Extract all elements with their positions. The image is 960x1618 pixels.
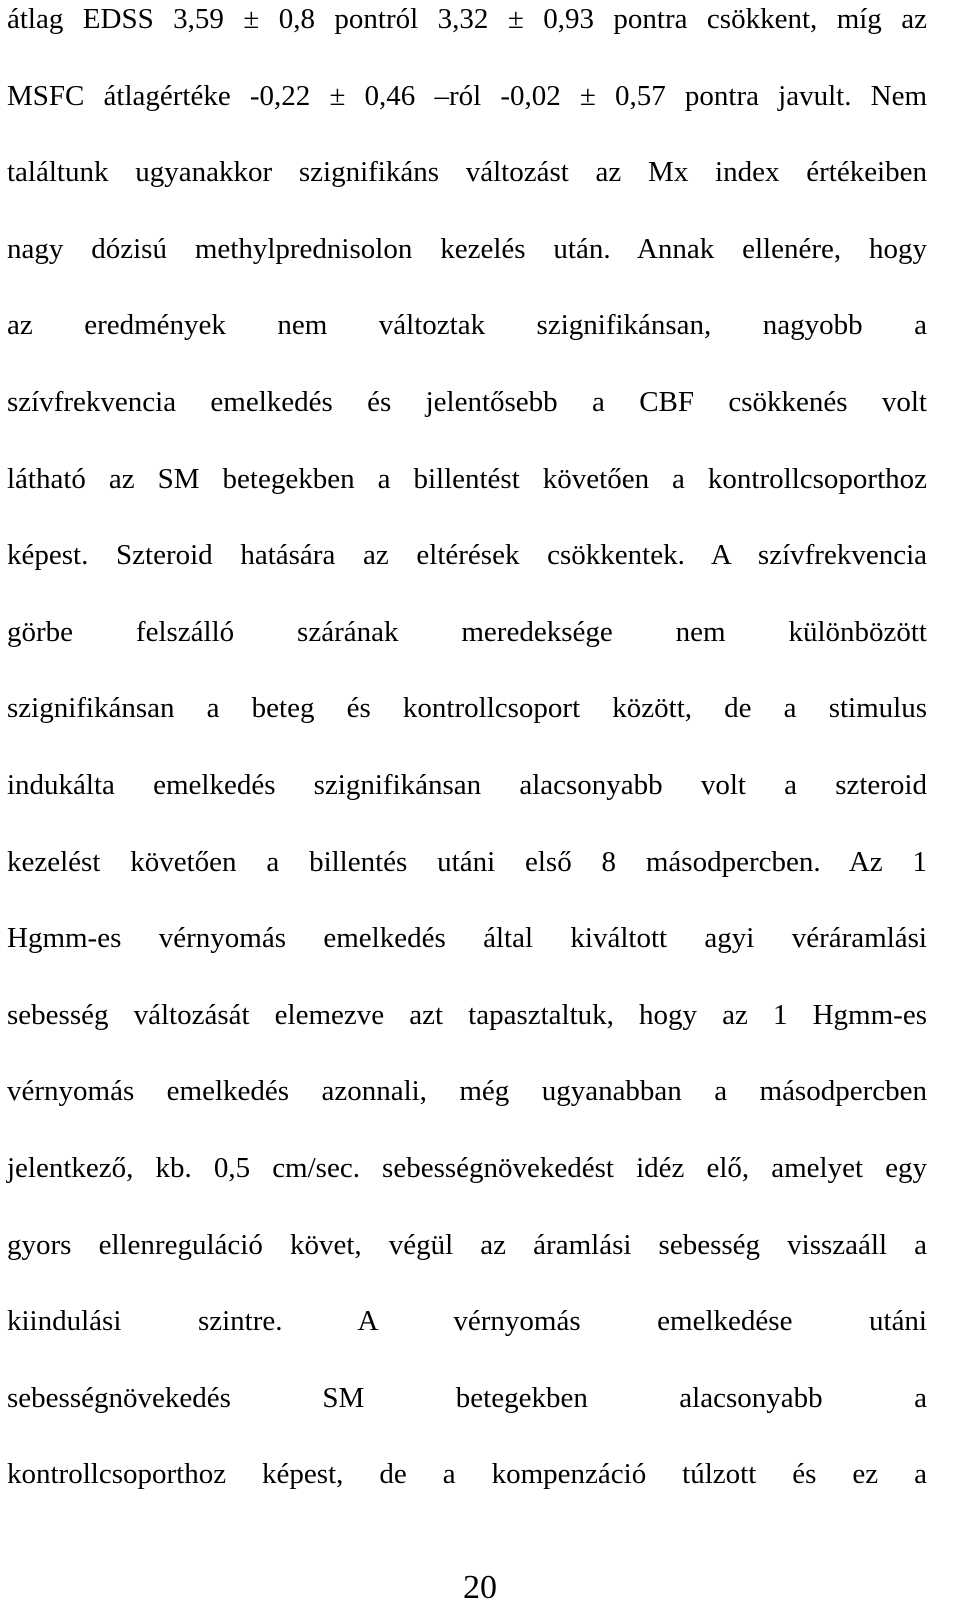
text-line: sebesség változását elemezve azt tapasztaltuk, hogy az 1 Hgmm-es: [7, 998, 927, 1031]
text-line: vérnyomás emelkedés azonnali, még ugyanabban a másodpercben: [7, 1075, 927, 1108]
text-line: jelentkező, kb. 0,5 cm/sec. sebességnövekedést idéz elő, amelyet egy: [7, 1152, 927, 1184]
text-line: sebességnövekedés SM betegekben alacsonyabb a: [7, 1381, 927, 1414]
text-line: szívfrekvencia emelkedés és jelentősebb a CBF csökkenés volt: [7, 386, 927, 418]
text-line: kiindulási szintre. A vérnyomás emelkedése utáni: [7, 1305, 927, 1338]
text-line: kezelést követően a billentés utáni első 8 másodpercben. Az 1: [7, 845, 927, 878]
text-line: találtunk ugyanakkor szignifikáns változást az Mx index értékeiben: [7, 156, 927, 189]
text-line: Hgmm-es vérnyomás emelkedés által kiváltott agyi véráramlási: [7, 922, 927, 955]
text-line: átlag EDSS 3,59 ± 0,8 pontról 3,32 ± 0,93 pontra csökkent, míg az: [7, 3, 927, 35]
text-line: gyors ellenreguláció követ, végül az áramlási sebesség visszaáll a: [7, 1228, 927, 1261]
page-number: 20: [463, 1569, 497, 1606]
text-line: kontrollcsoporthoz képest, de a kompenzáció túlzott és ez a: [7, 1458, 927, 1491]
text-line: látható az SM betegekben a billentést követően a kontrollcsoporthoz: [7, 462, 927, 495]
text-line: MSFC átlagértéke -0,22 ± 0,46 –ról -0,02 ± 0,57 pontra javult. Nem: [7, 79, 927, 112]
text-line: az eredmények nem változtak szignifikánsan, nagyobb a: [7, 309, 927, 342]
text-line: nagy dózisú methylprednisolon kezelés után. Annak ellenére, hogy: [7, 232, 927, 265]
text-line: indukálta emelkedés szignifikánsan alacsonyabb volt a szteroid: [7, 769, 927, 801]
text-line: képest. Szteroid hatására az eltérések csökkentek. A szívfrekvencia: [7, 539, 927, 572]
text-line: görbe felszálló szárának meredeksége nem különbözött: [7, 615, 927, 648]
text-line: szignifikánsan a beteg és kontrollcsoport között, de a stimulus: [7, 692, 927, 725]
